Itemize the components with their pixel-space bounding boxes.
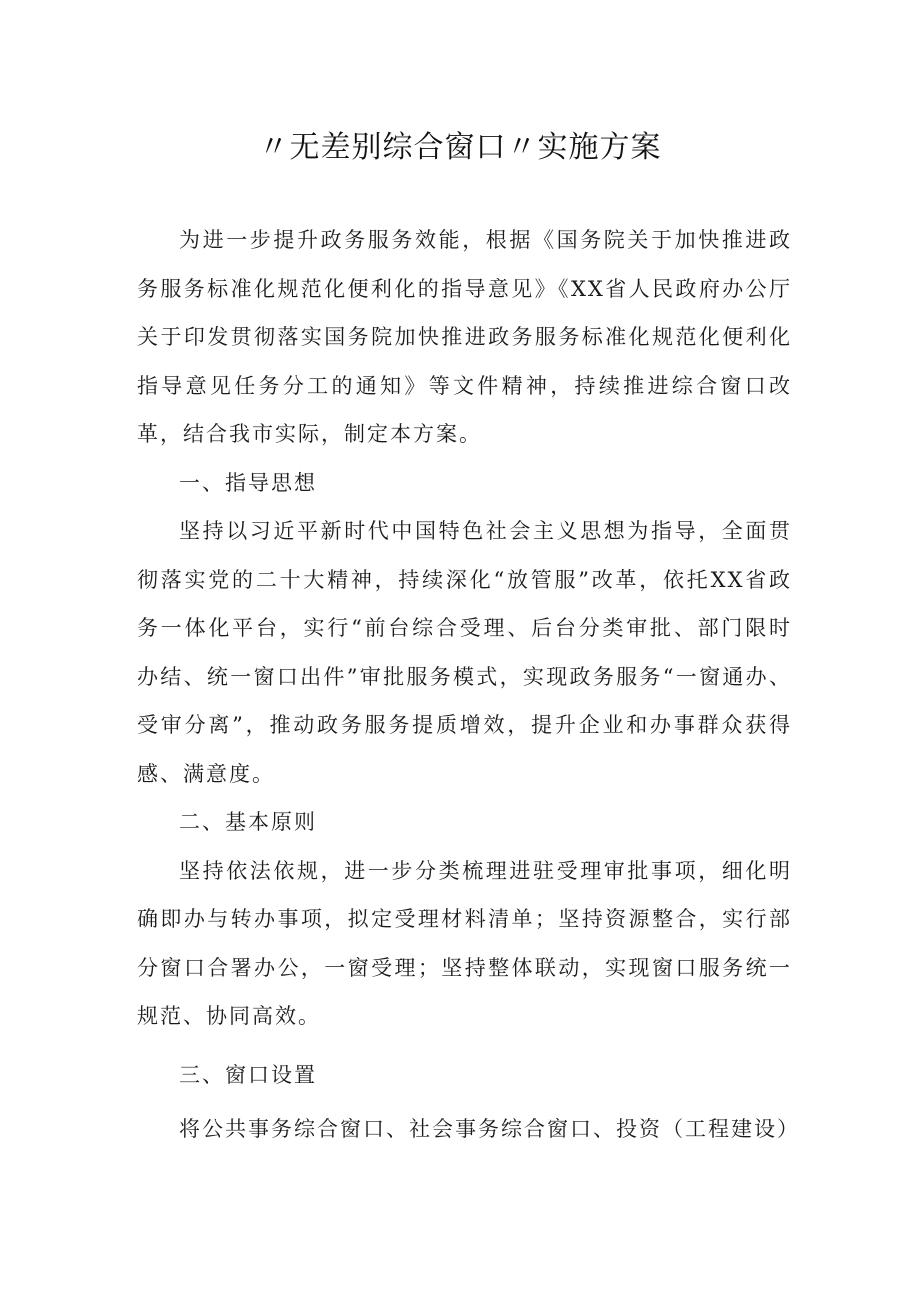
section-heading-guiding-ideology: 一、指导思想 xyxy=(179,470,317,495)
intro-paragraph: 为进一步提升政务服务效能，根据《国务院关于加快推进政务服务标准化规范化便利化的指导意见》《XX省人民政府办公厅关于印发贯彻落实国务院加快推进政务服务标准化规范化便利化指导意见任务分工的通知》等文件精神，持续推进综合窗口改革，结合我市实际，制定本方案。 xyxy=(137,228,792,446)
section-heading-window-setup: 三、窗口设置 xyxy=(179,1062,317,1087)
document-title: 〃无差别综合窗口〃实施方案 xyxy=(258,130,662,165)
document-body xyxy=(137,216,800,1154)
section-paragraph-basic-principles: 坚持依法依规，进一步分类梳理进驻受理审批事项，细化明确即办与转办事项，拟定受理材料清单；坚持资源整合，实行部分窗口合署办公，一窗受理；坚持整体联动，实现窗口服务统一规范、协同高效。 xyxy=(137,858,792,1028)
section-paragraph-window-setup: 将公共事务综合窗口、社会事务综合窗口、投资（工程建设） xyxy=(179,1117,800,1141)
section-heading-basic-principles: 二、基本原则 xyxy=(179,810,317,834)
section-paragraph-guiding-ideology: 坚持以习近平新时代中国特色社会主义思想为指导，全面贯彻落实党的二十大精神，持续深化“放管服”改革，依托XX省政务一体化平台，实行“前台综合受理、后台分类审批、部门限时办结、统一窗口出件”审批服务模式，实现政务服务“一窗通办、受审分离”，推动政务服务提质增效，提升企业和办事群众获得感、满意度。 xyxy=(137,519,792,786)
